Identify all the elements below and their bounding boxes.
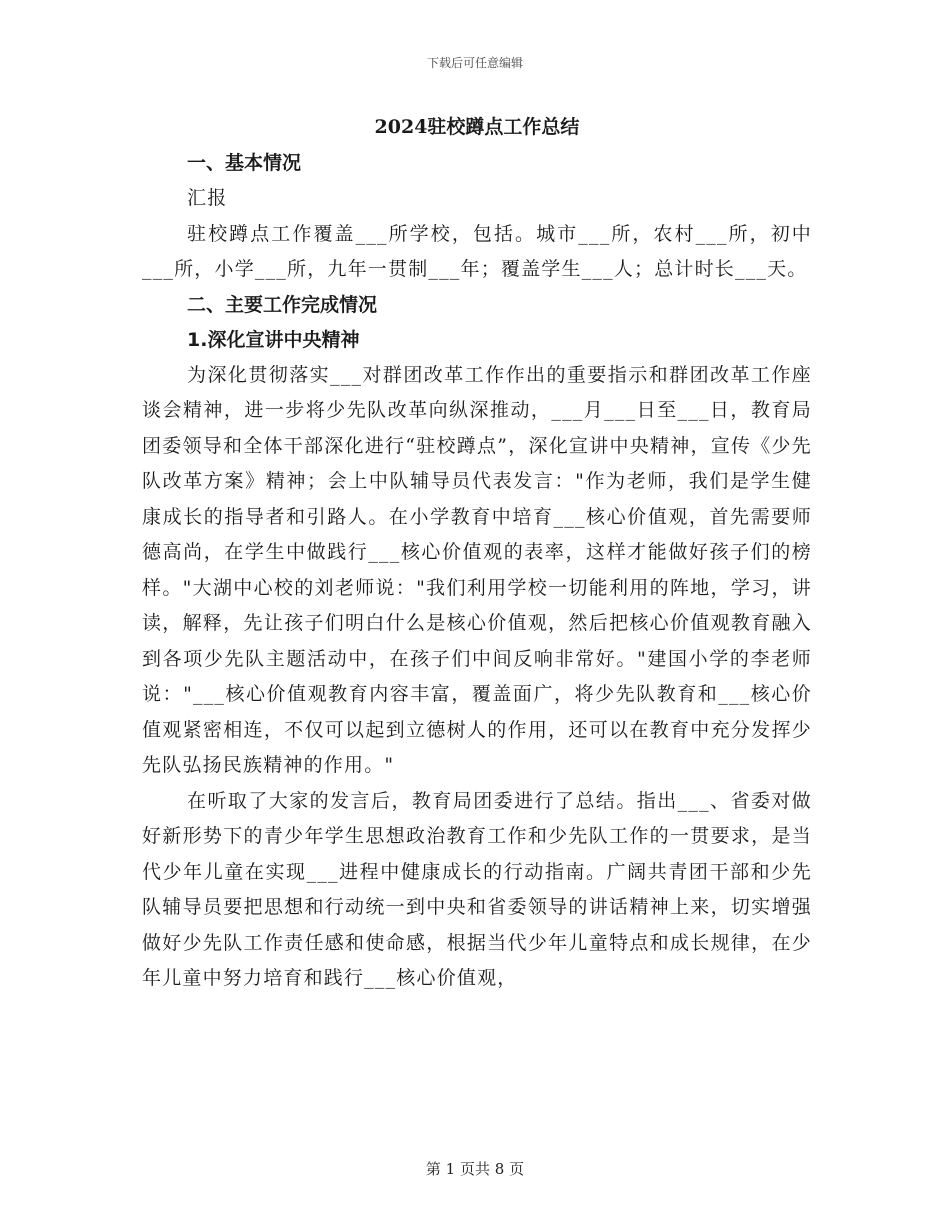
paragraph-coverage: 驻校蹲点工作覆盖___所学校，包括。城市___所，农村___所，初中___所，小学___所，九年一贯制___年；覆盖学生___人；总计时长___天。 — [142, 222, 812, 280]
page-header-note: 下载后可任意编辑 — [426, 56, 523, 70]
paragraph-summary: 在听取了大家的发言后，教育局团委进行了总结。指出___、省委对做好新形势下的青少年学生思想政治教育工作和少先队工作的一贯要求，是当代少年儿童在实现___进程中健康成长的行动指南。广阔共青团干部和少先队辅导员要把思想和行动统一到中央和省委领导的讲话精神上来，切实增强做好少先队工作责任感和使命感，根据当代少年儿童特点和成长规律，在少年儿童中努力培育和践行___核心价值观， — [142, 789, 812, 989]
paragraph-propaganda-details: 为深化贯彻落实___对群团改革工作作出的重要指示和群团改革工作座谈会精神，进一步将少先队改革向纵深推动，___月___日至___日，教育局团委领导和全体干部深化进行“驻校蹲点”，深化宣讲中央精神，宣传《少先队改革方案》精神；会上中队辅导员代表发言："作为老师，我们是学生健康成长的指导者和引路人。在小学教育中培育___核心价值观，首先需要师德高尚，在学生中做践行___核心价值观的表率，这样才能做好孩子们的榜样。"大湖中心校的刘老师说："我们利用学校一切能利用的阵地，学习，讲读，解释，先让孩子们明白什么是核心价值观，然后把核心价值观教育融入到各项少先队主题活动中，在孩子们中间反响非常好。"建国小学的李老师说："___核心价值观教育内容丰富，覆盖面广，将少先队教育和___核心价值观紧密相连，不仅可以起到立德树人的作用，还可以在教育中充分发挥少先队弘扬民族精神的作用。" — [142, 363, 812, 776]
subsection-heading-propaganda: 1.深化宣讲中央精神 — [187, 328, 360, 351]
document-title: 2024驻校蹲点工作总结 — [374, 116, 580, 138]
section-heading-basic-situation: 一、基本情况 — [187, 152, 302, 174]
document-body — [142, 112, 812, 997]
section-heading-main-work: 二、主要工作完成情况 — [187, 293, 378, 316]
page-footer-info: 第 1 页共 8 页 — [425, 1160, 525, 1178]
section-label-report: 汇报 — [187, 187, 228, 209]
